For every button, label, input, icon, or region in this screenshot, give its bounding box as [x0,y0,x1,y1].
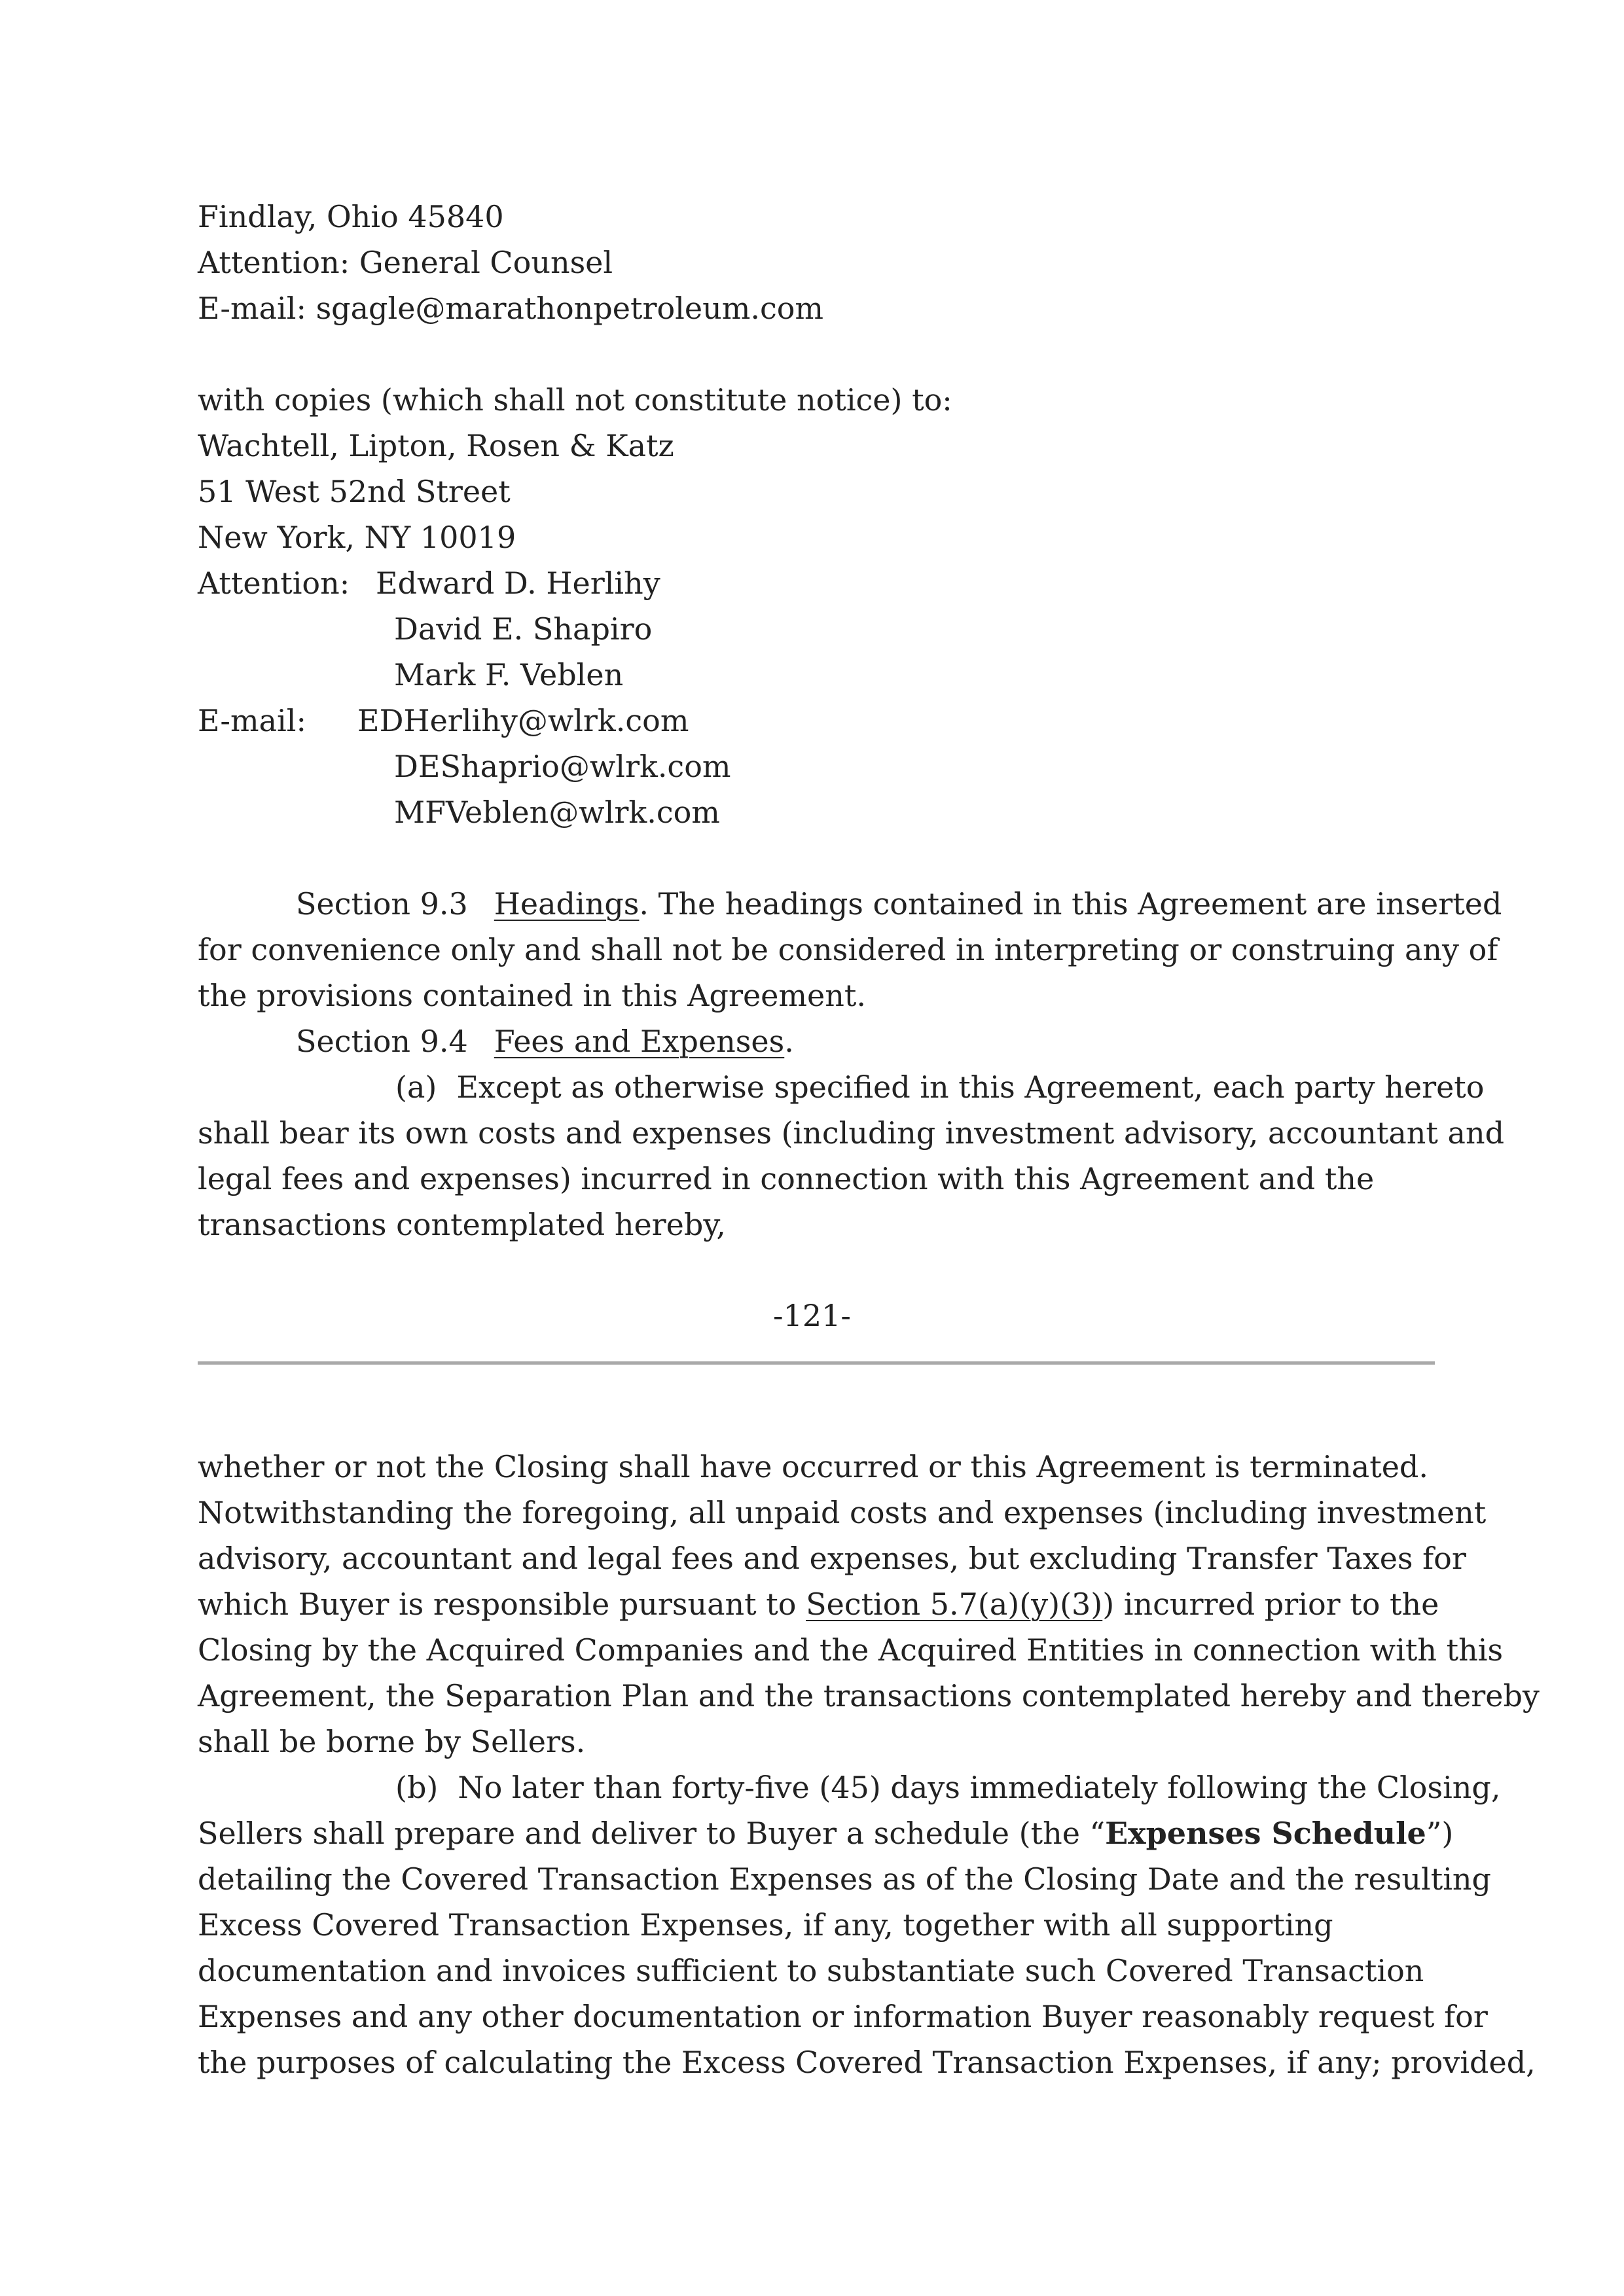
copies-email-address: EDHerlihy@wlrk.com [357,703,689,738]
clause-marker: (b) [395,1770,439,1805]
clause-text: Except as otherwise specified in this Agreement, each party hereto [456,1069,1485,1105]
copies-email-address: DEShaprio@wlrk.com [394,749,731,784]
section-heading: Headings [494,886,640,922]
continuation-line: Closing by the Acquired Companies and the Acquired Entities in connection with this [198,1632,1504,1668]
continuation-line: shall be borne by Sellers. [198,1724,586,1759]
clause-b-first-line [395,1765,1501,1810]
copies-email-label: E-mail: [198,703,306,738]
clause-b-text-line: documentation and invoices sufficient to substantiate such Covered Transaction [198,1953,1424,1988]
section-cross-reference: Section 5.7(a)(y)(3) [806,1587,1103,1622]
clause-a-text-line: legal fees and expenses) incurred in connection with this Agreement and the [198,1161,1375,1196]
copies-firm: Wachtell, Lipton, Rosen & Katz [198,428,674,463]
copies-intro: with copies (which shall not constitute notice) to: [198,382,952,418]
copies-city: New York, NY 10019 [198,520,516,555]
copies-attention-name: David E. Shapiro [394,611,653,647]
section-heading: Fees and Expenses [494,1024,785,1059]
clause-marker: (a) [395,1069,437,1105]
continuation-line: whether or not the Closing shall have occurred or this Agreement is terminated. [198,1449,1429,1484]
section-number: Section 9.3 [296,886,468,922]
copies-email-address: MFVeblen@wlrk.com [394,795,720,830]
clause-b-text-line: the purposes of calculating the Excess Covered Transaction Expenses, if any; provided, [198,2045,1536,2080]
clause-b-text-line: Expenses and any other documentation or information Buyer reasonably request for [198,1999,1488,2034]
section-9-4-heading-line [296,1018,794,1064]
clause-text: No later than forty-five (45) days immediately following the Closing, [458,1770,1501,1805]
continuation-line: Agreement, the Separation Plan and the transactions contemplated hereby and thereby [198,1678,1540,1713]
section-9-3-text-line: for convenience only and shall not be considered in interpreting or construing any of [198,932,1498,967]
continuation-text: ) incurred prior to the [1102,1587,1439,1622]
clause-text: ”) [1426,1816,1454,1851]
address-email-line: E-mail: sgagle@marathonpetroleum.com [198,291,824,326]
continuation-text: which Buyer is responsible pursuant to [198,1587,806,1622]
continuation-line: Notwithstanding the foregoing, all unpaid costs and expenses (including investment [198,1495,1487,1530]
continuation-line-with-reference [198,1581,1439,1627]
section-text: . The headings contained in this Agreement are inserted [639,886,1502,922]
defined-term: Expenses Schedule [1105,1816,1426,1851]
clause-b-text-line: detailing the Covered Transaction Expenses as of the Closing Date and the resulting [198,1861,1491,1897]
clause-a-first-line [395,1064,1484,1110]
copies-attention-name: Edward D. Herlihy [376,565,660,601]
clause-b-defined-term-line [198,1810,1453,1856]
continuation-line: advisory, accountant and legal fees and expenses, but excluding Transfer Taxes for [198,1541,1466,1576]
address-attention-line: Attention: General Counsel [198,245,613,280]
section-heading-period: . [784,1024,794,1059]
clause-text: Sellers shall prepare and deliver to Buyer a schedule (the “ [198,1816,1106,1851]
address-city-line: Findlay, Ohio 45840 [198,199,504,234]
section-number: Section 9.4 [296,1024,468,1059]
copies-attention-name: Mark F. Veblen [394,657,624,692]
clause-a-text-line: transactions contemplated hereby, [198,1207,726,1242]
copies-street: 51 West 52nd Street [198,474,511,509]
clause-b-text-line: Excess Covered Transaction Expenses, if any, together with all supporting [198,1907,1333,1943]
section-9-3-text-line: the provisions contained in this Agreement. [198,978,866,1013]
page-divider [198,1361,1435,1365]
copies-attention-label: Attention: [198,565,350,601]
section-9-3-first-line [296,881,1502,927]
page-number: -121- [773,1298,851,1333]
clause-a-text-line: shall bear its own costs and expenses (including investment advisory, accountant and [198,1115,1505,1151]
